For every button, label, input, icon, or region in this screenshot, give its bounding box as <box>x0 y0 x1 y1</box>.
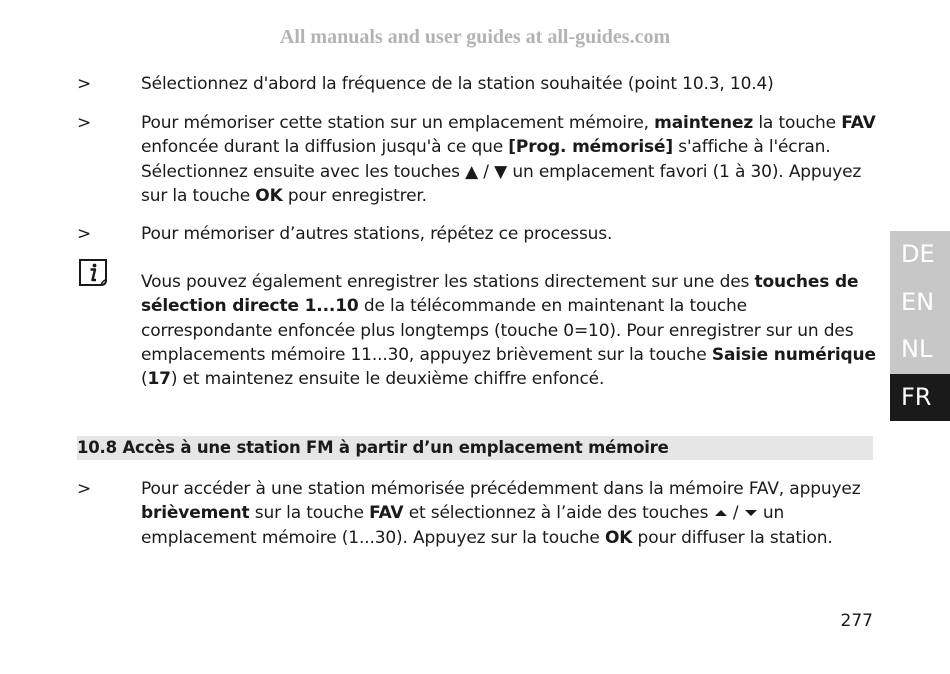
section-heading-bar <box>77 436 873 460</box>
instruction-1 <box>77 72 877 96</box>
instruction-4 <box>77 477 877 550</box>
caret-up-icon <box>714 508 728 518</box>
watermark-text: All manuals and user guides at all-guides.com <box>279 26 671 48</box>
info-note <box>77 270 877 391</box>
instruction-4-text: Pour accéder à une station mémorisée précédemment dans la mémoire FAV, appuyez brièvement sur la touche FAV et sélectionnez à l’aide des touches / un emplacement mémoire (1...30). Appuyez sur la touche OK pour diffuser la station. <box>141 479 861 548</box>
lang-tab-fr: FR <box>890 374 950 422</box>
lang-tab-nl: NL <box>890 326 950 374</box>
bullet-marker: > <box>77 113 92 133</box>
bullet-marker: > <box>77 74 92 94</box>
section-heading: 10.8 Accès à une station FM à partir d’un emplacement mémoire <box>77 438 669 457</box>
lang-tab-en: EN <box>890 279 950 327</box>
lang-tab-de: DE <box>890 231 950 279</box>
bullet-marker: > <box>77 224 92 244</box>
instruction-1-text: Sélectionnez d'abord la fréquence de la station souhaitée (point 10.3, 10.4) <box>141 74 774 94</box>
page-number: 277 <box>840 611 873 631</box>
caret-down-icon <box>744 508 758 518</box>
instruction-3-text: Pour mémoriser d’autres stations, répétez ce processus. <box>141 224 613 244</box>
instruction-3 <box>77 222 877 246</box>
language-tabs <box>890 231 950 421</box>
instruction-2 <box>77 111 877 208</box>
info-note-text: Vous pouvez également enregistrer les stations directement sur une des touches de sélection directe 1...10 de la télécommande en maintenant la touche correspondante enfoncée plus longtemps (touche 0=10). Pour enregistrer sur un des emplacements mémoire 11...30, appuyez brièvement sur la touche Saisie numérique (17) et maintenez ensuite le deuxième chiffre enfoncé. <box>141 272 876 390</box>
instruction-2-text: Pour mémoriser cette station sur un emplacement mémoire, maintenez la touche FAV enfoncée durant la diffusion jusqu'à ce que [Prog. mémorisé] s'affiche à l'écran. Sélectionnez ensuite avec les touches ▲ / ▼ un emplacement favori (1 à 30). Appuyez sur la touche OK pour enregistrer. <box>141 113 876 206</box>
bullet-marker: > <box>77 479 92 499</box>
